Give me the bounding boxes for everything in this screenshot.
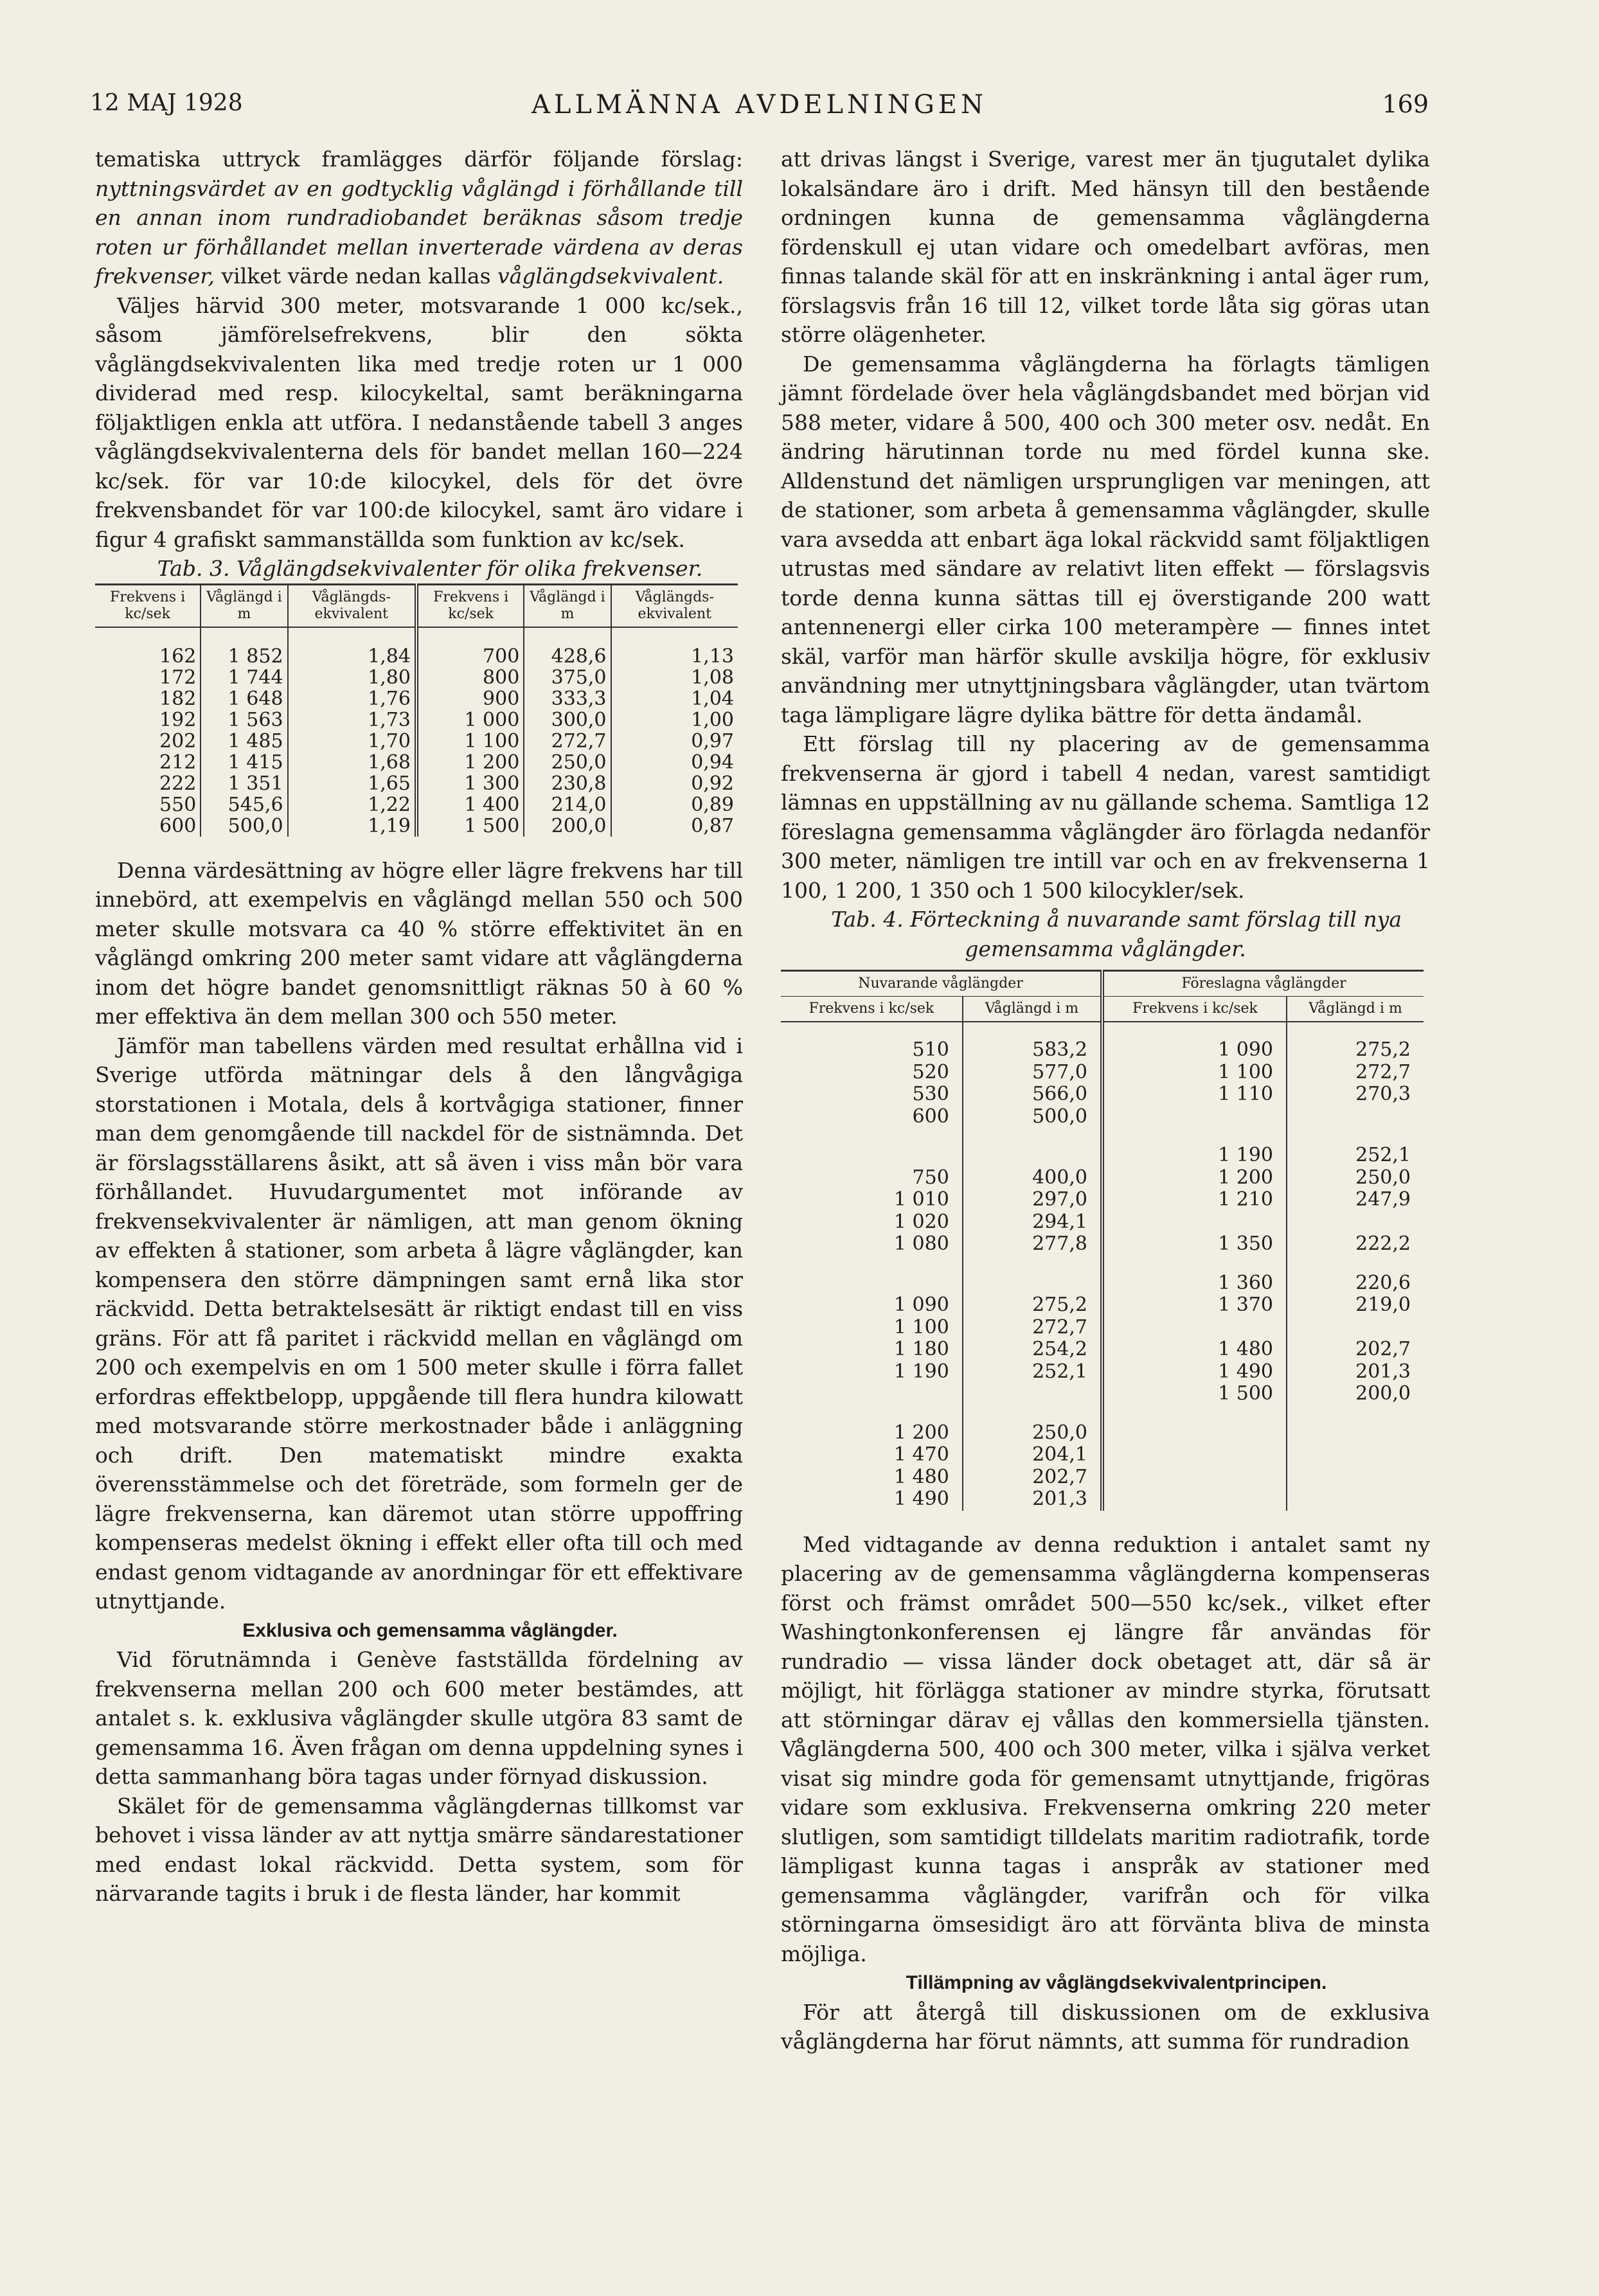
table-cell: 400,0 (963, 1167, 1102, 1189)
table-cell: 600 (159, 814, 197, 837)
table-cell: 1 100 (893, 1315, 949, 1339)
table-cell: 566,0 (963, 1083, 1102, 1106)
table-row (781, 1039, 1424, 1062)
section-heading: Exklusiva och gemensamma våglängder. (242, 1619, 618, 1641)
table-cell: 201,3 (1287, 1361, 1424, 1384)
text-span: tematiska uttryck framlägges därför följande förslag: (95, 147, 743, 172)
table-cell: 272,7 (963, 1317, 1102, 1339)
table-cell: 222,2 (1287, 1233, 1424, 1256)
table-spacer-row (781, 1405, 1424, 1422)
table-row (781, 1211, 1424, 1234)
table-row (781, 1106, 1424, 1128)
table-cell: 0,92 (611, 773, 738, 794)
paragraph: Med vidtagande av denna reduktion i antalet samt ny placering av de gemensamma våglängderna kompenseras först och främst området 500—550 kc/sek., vilket efter Washingtonkonferensen ej längre får användas för rundradio — vissa länder dock obetaget att, där så är möjligt, hit förlägga stationer av mindre styrka, förutsatt att störningar därav ej vållas den kommersiella tjänsten. Våglängderna 500, 400 och 300 meter, vilka i själva verket visat sig mindre goda för gemensamt utnyttjande, frigöras vidare som exklusiva. Frekvenserna omkring 220 meter slutligen, som samtidigt tilldelats maritim radiotrafik, torde lämpligast kunna tagas i anspråk av stationer med gemensamma våglängder, varifrån och för vilka störningarna ömsesidigt äro att förvänta bliva de minsta möjliga. (781, 1531, 1430, 1966)
table-row (781, 1317, 1424, 1339)
right-column (781, 145, 1430, 2056)
table-row (95, 773, 738, 794)
table-row (781, 1444, 1424, 1466)
column-header: Våglängd i m (201, 584, 287, 627)
spacer-cell (963, 1256, 1102, 1272)
table-cell: 500,0 (201, 815, 287, 837)
table-cell (781, 1383, 963, 1405)
column-header: Frekvens i kc/sek (1102, 997, 1287, 1022)
table-cell (1102, 1211, 1287, 1234)
paragraph: Vid förutnämnda i Genève fastställda fördelning av frekvenserna mellan 200 och 600 meter bestämdes, att antalet s. k. exklusiva våglängder skulle utgöra 83 samt de gemensamma 16. Även frågan om denna uppdelning synes i detta sammanhang böra tagas under förnyad diskussion. (95, 1647, 743, 1789)
table-row (95, 752, 738, 773)
paragraph: Denna värdesättning av högre eller lägre frekvens har till innebörd, att exempelvis en våglängd mellan 550 och 500 meter skulle motsvara ca 40 % större effektivitet än en våglängd omkring 200 meter samt vidare att våglängderna inom det högre bandet genomsnittligt räknas 50 à 60 % mer effektiva än dem mellan 300 och 550 meter. (95, 857, 743, 1029)
table-cell: 1 480 (1102, 1339, 1287, 1361)
spacer-cell (1102, 1022, 1287, 1039)
column-header: Frekvens i kc/sek (95, 584, 201, 627)
table-cell (781, 1144, 963, 1167)
spacer-cell (95, 627, 201, 646)
table-cell: 520 (912, 1060, 949, 1083)
table-cell: 212 (159, 751, 197, 774)
table-cell: 0,87 (611, 815, 738, 837)
table-cell: 1 190 (1102, 1144, 1287, 1167)
table-cell: 1,68 (288, 752, 416, 773)
table-row (781, 1383, 1424, 1405)
table-cell (1102, 1106, 1287, 1128)
paragraph: Skälet för de gemensamma våglängdernas tillkomst var behovet i vissa länder av att nyttja smärre sändarestationer med endast lokal räckvidd. Detta system, som för närvarande tagits i bruk i de flesta länder, har kommit (95, 1793, 743, 1906)
column-header: Våglängds-ekvivalent (288, 584, 416, 627)
table-cell: 577,0 (963, 1062, 1102, 1084)
paragraph: Väljes härvid 300 meter, motsvarande 1 000 kc/sek., såsom jämförelsefrekvens, blir den sökta våglängdsekvivalenten lika med tredje roten ur 1 000 dividerad med resp. kilocykeltal, samt beräkningarna följaktligen enkla att utföra. I nedanstående tabell 3 anges våglängdsekvivalenterna dels för bandet mellan 160—224 kc/sek. för var 10:de kilocykel, dels för det övre frekvensbandet för var 100:de kilocykel, samt äro vidare i figur 4 grafiskt sammanställda som funktion av kc/sek. (95, 292, 743, 552)
table-cell: 1 744 (201, 667, 287, 688)
table-row (95, 646, 738, 667)
page-header (90, 90, 1429, 129)
table-cell: 1,80 (288, 667, 416, 688)
table-cell: 428,6 (524, 646, 611, 667)
table-cell: 0,97 (611, 731, 738, 752)
table-cell: 200,0 (524, 815, 611, 837)
table-cell: 1,04 (611, 688, 738, 709)
table-row (95, 667, 738, 688)
table-cell: 252,1 (963, 1361, 1102, 1384)
text-span: vilket värde nedan kallas (215, 263, 498, 289)
table-cell: 202,7 (1287, 1339, 1424, 1361)
table-cell: 1 490 (1102, 1361, 1287, 1384)
table-cell: 1,65 (288, 773, 416, 794)
spacer-cell (201, 627, 287, 646)
spacer-cell (1287, 1405, 1424, 1422)
table-cell: 275,2 (1287, 1039, 1424, 1062)
table-cell: 222 (159, 772, 197, 795)
table-cell: 1 200 (893, 1421, 949, 1444)
table-cell (781, 1272, 963, 1295)
paragraph: att drivas längst i Sverige, varest mer än tjugutalet dylika lokalsändare äro i drift. Med hänsyn till den bestående ordningen kunna de gemensamma våglängderna fördenskull ej utan vidare och omedelbart avföras, men finnas talande skäl för att en inskränkning i antal äger rum, förslagsvis från 16 till 12, vilket torde låta sig göras utan större olägenheter. (781, 147, 1430, 347)
table-cell (1102, 1488, 1287, 1511)
table-row (781, 1294, 1424, 1317)
table-row (95, 794, 738, 815)
table-cell: 230,8 (524, 773, 611, 794)
table-cell: 250,0 (524, 752, 611, 773)
table-spacer-row (781, 1256, 1424, 1272)
table-cell: 270,3 (1287, 1083, 1424, 1106)
table-cell: 1 200 (1102, 1167, 1287, 1189)
table-cell: 1 190 (893, 1360, 949, 1383)
paragraph: Jämför man tabellens värden med resultat erhållna vid i Sverige utförda mätningar dels å den långvågiga storstationen i Motala, dels å kortvågiga stationer, finner man dem genomgående till nackdel för de sistnämnda. Det är förslagsställarens åsikt, att så även i viss mån bör vara förhållandet. Huvudargumentet mot införande av frekvensekvivalenter är nämligen, att man genom ökning av effekten å stationer, som arbeta å lägre våglängder, kan kompensera den större dämpningen samt ernå lika stor räckvidd. Detta betraktelsesätt är riktigt endast till en viss gräns. För att få paritet i räckvidd mellan en våglängd om 200 och exempelvis en om 1 500 meter skulle i förra fallet erfordras effektbelopp, uppgående till flera hundra kilowatt med motsvarande större merkostnader både i anläggning och drift. Den matematiskt mindre exakta överensstämmelse och det företräde, som formeln ger de lägre frekvenserna, kan däremot utan större uppoffring kompenseras medelst ökning i effekt eller ofta till och med endast genom vidtagande av anordningar för ett effektivare utnyttjande. (95, 1033, 743, 1614)
italic-text: våglängdsekvivalent. (497, 263, 724, 289)
table-cell: 1 010 (893, 1188, 949, 1211)
table-cell: 550 (159, 793, 197, 816)
table-cell: 750 (912, 1166, 949, 1189)
table-row (781, 1339, 1424, 1361)
table-cell: 247,9 (1287, 1189, 1424, 1211)
spacer-cell (1287, 1256, 1424, 1272)
table-cell (1287, 1317, 1424, 1339)
table-cell: 1,76 (288, 688, 416, 709)
group-header: Föreslagna våglängder (1102, 971, 1424, 997)
table-cell (1102, 1317, 1287, 1339)
table-row (781, 1233, 1424, 1256)
table-cell: 162 (159, 645, 197, 668)
table-cell: 1 415 (201, 752, 287, 773)
table-cell: 1 020 (893, 1210, 949, 1233)
table-cell: 1 100 (416, 731, 524, 752)
table-cell: 1 351 (201, 773, 287, 794)
column-header: Frekvens i kc/sek (416, 584, 524, 627)
table-cell: 277,8 (963, 1233, 1102, 1256)
table4-caption: Tab. 4. Förteckning å nuvarande samt förslag till nya gemensamma våglängder. (831, 907, 1402, 961)
table-cell: 1 563 (201, 709, 287, 731)
table-cell (1287, 1488, 1424, 1511)
table-spacer-row (781, 1022, 1424, 1039)
table-cell: 1 485 (201, 731, 287, 752)
table-cell (963, 1383, 1102, 1405)
spacer-cell (963, 1405, 1102, 1422)
table-row (781, 1422, 1424, 1445)
table-cell: 900 (416, 688, 524, 709)
paragraph: De gemensamma våglängderna ha förlagts tämligen jämnt fördelade över hela våglängdsbandet med början vid 588 meter, vidare å 500, 400 och 300 meter osv. nedåt. En ändring härutinnan torde nu med fördel kunna ske. Alldenstund det nämligen ursprungligen var meningen, att de stationer, som arbeta å gemensamma våglängder, skulle vara avsedda att enbart äga lokal räckvidd samt följaktligen utrustas med sändare av relativt liten effekt — förslagsvis torde denna kunna sättas till ej överstigande 200 watt antennenergi eller cirka 100 meterampère — finnes intet skäl, varför man härför skulle avskilja högre, för exklusiv användning mer utnyttjningsbara våglängder, utan tvärtom taga lämpligare lägre dylika bättre för detta ändamål. (781, 351, 1430, 727)
spacer-cell (416, 627, 524, 646)
table-cell: 1 400 (416, 794, 524, 815)
table-cell: 272,7 (524, 731, 611, 752)
table-cell: 1 180 (893, 1338, 949, 1360)
table-cell: 333,3 (524, 688, 611, 709)
spacer-cell (781, 1128, 963, 1144)
table3-caption: Tab. 3. Våglängdsekvivalenter för olika frekvenser. (157, 556, 703, 581)
table-cell: 1 648 (201, 688, 287, 709)
table-cell: 1 210 (1102, 1189, 1287, 1211)
page-number: 169 (1382, 90, 1429, 118)
table-cell: 172 (159, 666, 197, 689)
spacer-cell (611, 627, 738, 646)
table-cell: 1 852 (201, 646, 287, 667)
spacer-cell (524, 627, 611, 646)
header-date: 12 MAJ 1928 (90, 90, 243, 116)
spacer-cell (1287, 1128, 1424, 1144)
table-cell: 1,13 (611, 646, 738, 667)
table-row (781, 1083, 1424, 1106)
table-header-row (95, 584, 738, 627)
table-4 (781, 970, 1424, 1511)
table-cell: 192 (159, 708, 197, 731)
table-row (95, 709, 738, 731)
table-cell: 545,6 (201, 794, 287, 815)
table-cell: 214,0 (524, 794, 611, 815)
table-header-row (781, 997, 1424, 1022)
table-cell: 800 (416, 667, 524, 688)
table-cell: 1 350 (1102, 1233, 1287, 1256)
table-cell: 600 (912, 1105, 949, 1128)
table-row (781, 1062, 1424, 1084)
table-cell: 1,22 (288, 794, 416, 815)
table-cell: 254,2 (963, 1339, 1102, 1361)
table-cell: 1,84 (288, 646, 416, 667)
table-row (781, 1272, 1424, 1295)
spacer-cell (1102, 1128, 1287, 1144)
paragraph (95, 145, 743, 291)
table-row (781, 1488, 1424, 1511)
table-cell: 300,0 (524, 709, 611, 731)
spacer-cell (781, 1405, 963, 1422)
table-cell: 1,70 (288, 731, 416, 752)
table-cell: 510 (912, 1038, 949, 1061)
table-cell: 294,1 (963, 1211, 1102, 1234)
table-cell: 219,0 (1287, 1294, 1424, 1317)
group-header: Nuvarande våglängder (781, 971, 1102, 997)
table-cell (1287, 1444, 1424, 1466)
spacer-cell (1287, 1022, 1424, 1039)
table-row (95, 815, 738, 837)
table-cell: 1,00 (611, 709, 738, 731)
table-cell: 583,2 (963, 1039, 1102, 1062)
left-column (95, 145, 743, 1909)
table-cell (1102, 1466, 1287, 1489)
table-cell: 1 100 (1102, 1062, 1287, 1084)
table-cell: 375,0 (524, 667, 611, 688)
table-cell: 1 300 (416, 773, 524, 794)
table-cell: 272,7 (1287, 1062, 1424, 1084)
table-cell: 297,0 (963, 1189, 1102, 1211)
table-group-header-row (781, 971, 1424, 997)
column-header: Våglängd i m (524, 584, 611, 627)
table-cell (1102, 1422, 1287, 1445)
table-row (781, 1189, 1424, 1211)
spacer-cell (781, 1022, 963, 1039)
table-row (781, 1466, 1424, 1489)
table-row (781, 1167, 1424, 1189)
header-title: ALLMÄNNA AVDELNINGEN (531, 90, 988, 120)
table-row (781, 1144, 1424, 1167)
table-cell (1287, 1106, 1424, 1128)
column-header: Våglängd i m (1287, 997, 1424, 1022)
italic-text: nyttningsvärdet av en godtycklig våglängd i förhållande till en annan inom rundradiobandet beräknas såsom tredje roten ur förhållandet mellan inverterade värdena av deras frekvenser, (95, 175, 743, 289)
table-row (781, 1361, 1424, 1384)
spacer-cell (963, 1128, 1102, 1144)
table-cell (1102, 1444, 1287, 1466)
table-cell: 1 090 (1102, 1039, 1287, 1062)
table-cell: 204,1 (963, 1444, 1102, 1466)
table-cell: 1 370 (1102, 1294, 1287, 1317)
table-cell: 220,6 (1287, 1272, 1424, 1295)
spacer-cell (288, 627, 416, 646)
table-cell: 500,0 (963, 1106, 1102, 1128)
column-header: Frekvens i kc/sek (781, 997, 963, 1022)
column-header: Våglängd i m (963, 997, 1102, 1022)
table-cell: 1 500 (416, 815, 524, 837)
table-cell: 250,0 (963, 1422, 1102, 1445)
table-cell: 202 (159, 729, 197, 752)
table-cell (963, 1272, 1102, 1295)
table-cell: 1 360 (1102, 1272, 1287, 1295)
table-cell: 700 (416, 646, 524, 667)
table-cell: 1 200 (416, 752, 524, 773)
table-cell: 1 490 (893, 1488, 949, 1510)
table-cell: 1,73 (288, 709, 416, 731)
table-cell (963, 1144, 1102, 1167)
spacer-cell (1102, 1256, 1287, 1272)
table-row (95, 731, 738, 752)
table-cell: 200,0 (1287, 1383, 1424, 1405)
table-cell: 201,3 (963, 1488, 1102, 1511)
table-cell: 1 000 (416, 709, 524, 731)
table-cell: 275,2 (963, 1294, 1102, 1317)
table-cell: 0,94 (611, 752, 738, 773)
table-cell: 1 090 (893, 1294, 949, 1316)
table-cell (1287, 1422, 1424, 1445)
table-cell: 1 500 (1102, 1383, 1287, 1405)
table-cell: 1 470 (893, 1443, 949, 1466)
spacer-cell (1102, 1405, 1287, 1422)
table-cell: 252,1 (1287, 1144, 1424, 1167)
column-header: Våglängds-ekvivalent (611, 584, 738, 627)
table-cell: 202,7 (963, 1466, 1102, 1489)
table-row (95, 688, 738, 709)
table-cell (1287, 1211, 1424, 1234)
table-spacer-row (95, 627, 738, 646)
paragraph: För att återgå till diskussionen om de exklusiva våglängderna har förut nämnts, att summa för rundradion (781, 1999, 1430, 2054)
table-cell: 1 480 (893, 1465, 949, 1488)
table-cell: 1,08 (611, 667, 738, 688)
table-cell: 182 (159, 687, 197, 710)
table-cell (1287, 1466, 1424, 1489)
table-cell: 250,0 (1287, 1167, 1424, 1189)
paragraph: Ett förslag till ny placering av de gemensamma frekvenserna är gjord i tabell 4 nedan, varest samtidigt lämnas en uppställning av nu gällande schema. Samtliga 12 föreslagna gemensamma våglängder äro förlagda nedanför 300 meter, nämligen tre intill var och en av frekvenserna 1 100, 1 200, 1 350 och 1 500 kilocykler/sek. (781, 731, 1430, 903)
table-cell: 1 080 (893, 1233, 949, 1255)
table-3 (95, 583, 738, 837)
spacer-cell (781, 1256, 963, 1272)
table-cell: 1,19 (288, 815, 416, 837)
table-spacer-row (781, 1128, 1424, 1144)
table-cell: 1 110 (1102, 1083, 1287, 1106)
table-cell: 530 (912, 1083, 949, 1105)
table-cell: 0,89 (611, 794, 738, 815)
section-heading: Tillämpning av våglängdsekvivalentprincipen. (906, 1972, 1327, 1993)
spacer-cell (963, 1022, 1102, 1039)
